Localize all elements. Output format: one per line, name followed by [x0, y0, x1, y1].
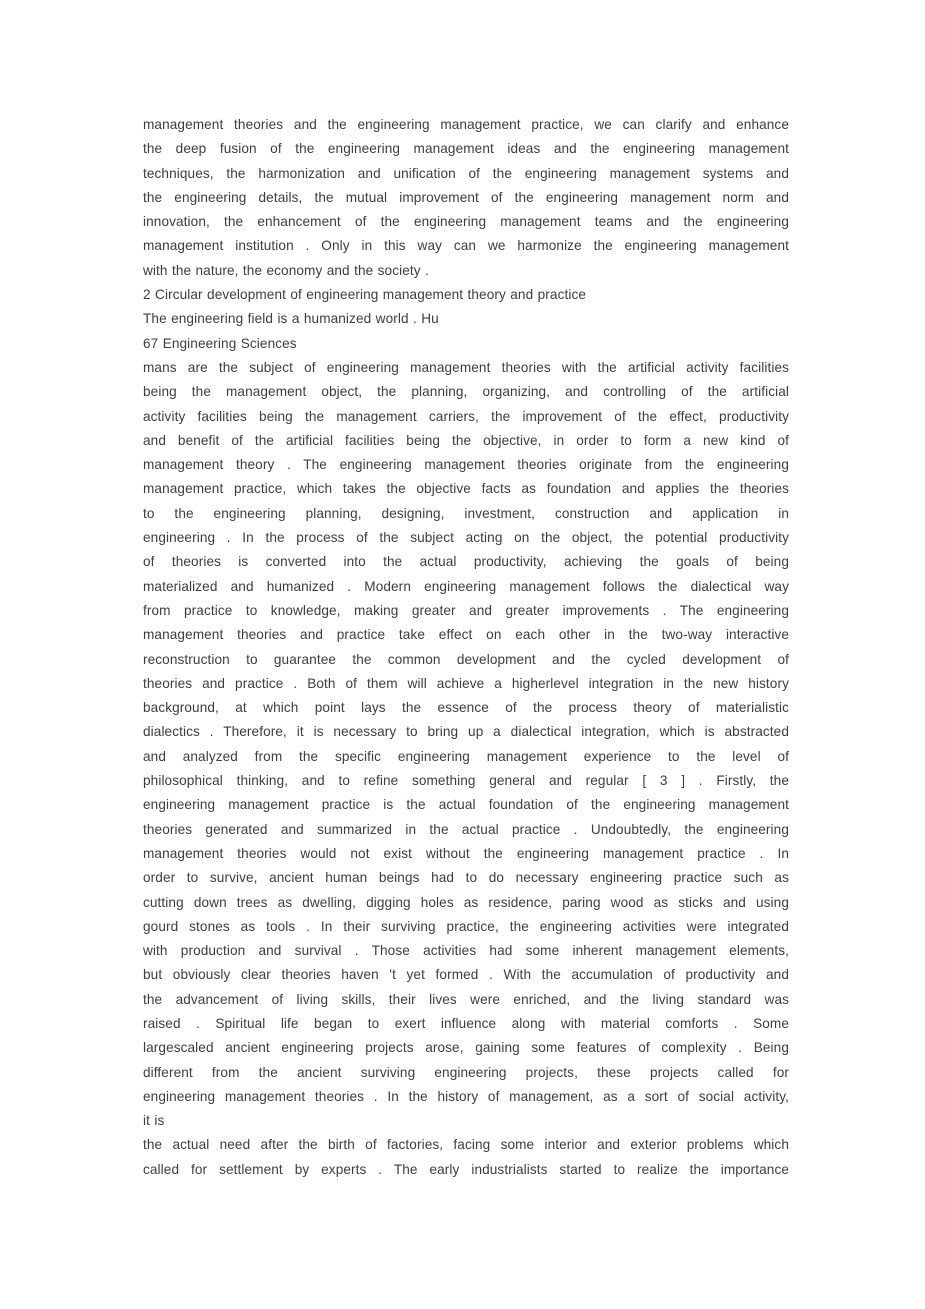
paragraph-line: management practice, which takes the objective facts as foundation and applies the theories [143, 481, 789, 497]
paragraph-line: of theories is converted into the actual productivity, achieving the goals of being [143, 554, 789, 570]
paragraph-line: management theories and practice take effect on each other in the two-way interactive [143, 627, 789, 643]
paragraph-line: the engineering details, the mutual improvement of the engineering management norm and [143, 189, 789, 205]
paragraph-line: engineering management practice is the actual foundation of the engineering management [143, 797, 789, 813]
paragraph-line: philosophical thinking, and to refine something general and regular [ 3 ] . Firstly, the [143, 773, 789, 789]
paragraph-line: and benefit of the artificial facilities being the objective, in order to form a new kind of [143, 432, 789, 448]
paragraph-line: and analyzed from the specific engineering management experience to the level of [143, 748, 789, 764]
paragraph-line: techniques, the harmonization and unification of the engineering management systems and [143, 165, 789, 181]
paragraph-line: to the engineering planning, designing, investment, construction and application in [143, 505, 789, 521]
paragraph-line: background, at which point lays the essence of the process theory of materialistic [143, 700, 789, 716]
paragraph-line: dialectics . Therefore, it is necessary to bring up a dialectical integration, which is abstracted [143, 724, 789, 740]
paragraph-line: management theories and the engineering management practice, we can clarify and enhance [143, 117, 789, 132]
paragraph-line: innovation, the enhancement of the engineering management teams and the engineering [143, 214, 789, 230]
document-page [143, 113, 789, 1182]
paragraph-line: management theories would not exist without the engineering management practice . In [143, 845, 789, 861]
paragraph-line: engineering management theories . In the history of management, as a sort of social activity, [143, 1088, 789, 1104]
section-heading: 2 Circular development of engineering management theory and practice [143, 287, 587, 303]
paragraph-line: from practice to knowledge, making greater and greater improvements . The engineering [143, 602, 789, 618]
paragraph-line: different from the ancient surviving engineering projects, these projects called for [143, 1064, 789, 1080]
paragraph-line: management institution . Only in this way can we harmonize the engineering management [143, 238, 789, 254]
document-body [143, 113, 789, 1182]
paragraph-line: being the management object, the planning, organizing, and controlling of the artificial [143, 384, 789, 400]
paragraph-line: cutting down trees as dwelling, digging holes as residence, paring wood as sticks and using [143, 894, 789, 910]
paragraph-line: order to survive, ancient human beings had to do necessary engineering practice such as [143, 870, 789, 886]
paragraph-line: engineering . In the process of the subject acting on the object, the potential productivity [143, 530, 789, 546]
paragraph-line: raised . Spiritual life began to exert influence along with material comforts . Some [143, 1015, 789, 1031]
paragraph-line: the deep fusion of the engineering management ideas and the engineering management [143, 141, 789, 157]
paragraph-line: theories generated and summarized in the actual practice . Undoubtedly, the engineering [143, 821, 789, 837]
paragraph-line: activity facilities being the management carriers, the improvement of the effect, productivity [143, 408, 789, 424]
paragraph-line: with production and survival . Those activities had some inherent management elements, [143, 943, 789, 959]
paragraph-line: gourd stones as tools . In their surviving practice, the engineering activities were integrated [143, 918, 789, 934]
page-header-line: 67 Engineering Sciences [143, 335, 297, 351]
paragraph-line: but obviously clear theories haven 't yet formed . With the accumulation of productivity and [143, 967, 789, 983]
paragraph-line: the advancement of living skills, their lives were enriched, and the living standard was [143, 991, 789, 1007]
paragraph-line: The engineering field is a humanized world . Hu [143, 311, 439, 327]
paragraph-line: management theory . The engineering management theories originate from the engineering [143, 457, 789, 473]
paragraph-line: materialized and humanized . Modern engineering management follows the dialectical way [143, 578, 789, 594]
paragraph-line: reconstruction to guarantee the common development and the cycled development of [143, 651, 789, 667]
paragraph-line: called for settlement by experts . The early industrialists started to realize the importance [143, 1161, 789, 1177]
paragraph-line: the actual need after the birth of factories, facing some interior and exterior problems which [143, 1137, 789, 1153]
paragraph-line: with the nature, the economy and the society . [143, 262, 429, 278]
paragraph-line: mans are the subject of engineering management theories with the artificial activity facilities [143, 359, 789, 375]
paragraph-line: theories and practice . Both of them will achieve a higherlevel integration in the new history [143, 675, 789, 691]
paragraph-line: it is [143, 1113, 165, 1129]
paragraph-line: largescaled ancient engineering projects arose, gaining some features of complexity . Being [143, 1040, 789, 1056]
